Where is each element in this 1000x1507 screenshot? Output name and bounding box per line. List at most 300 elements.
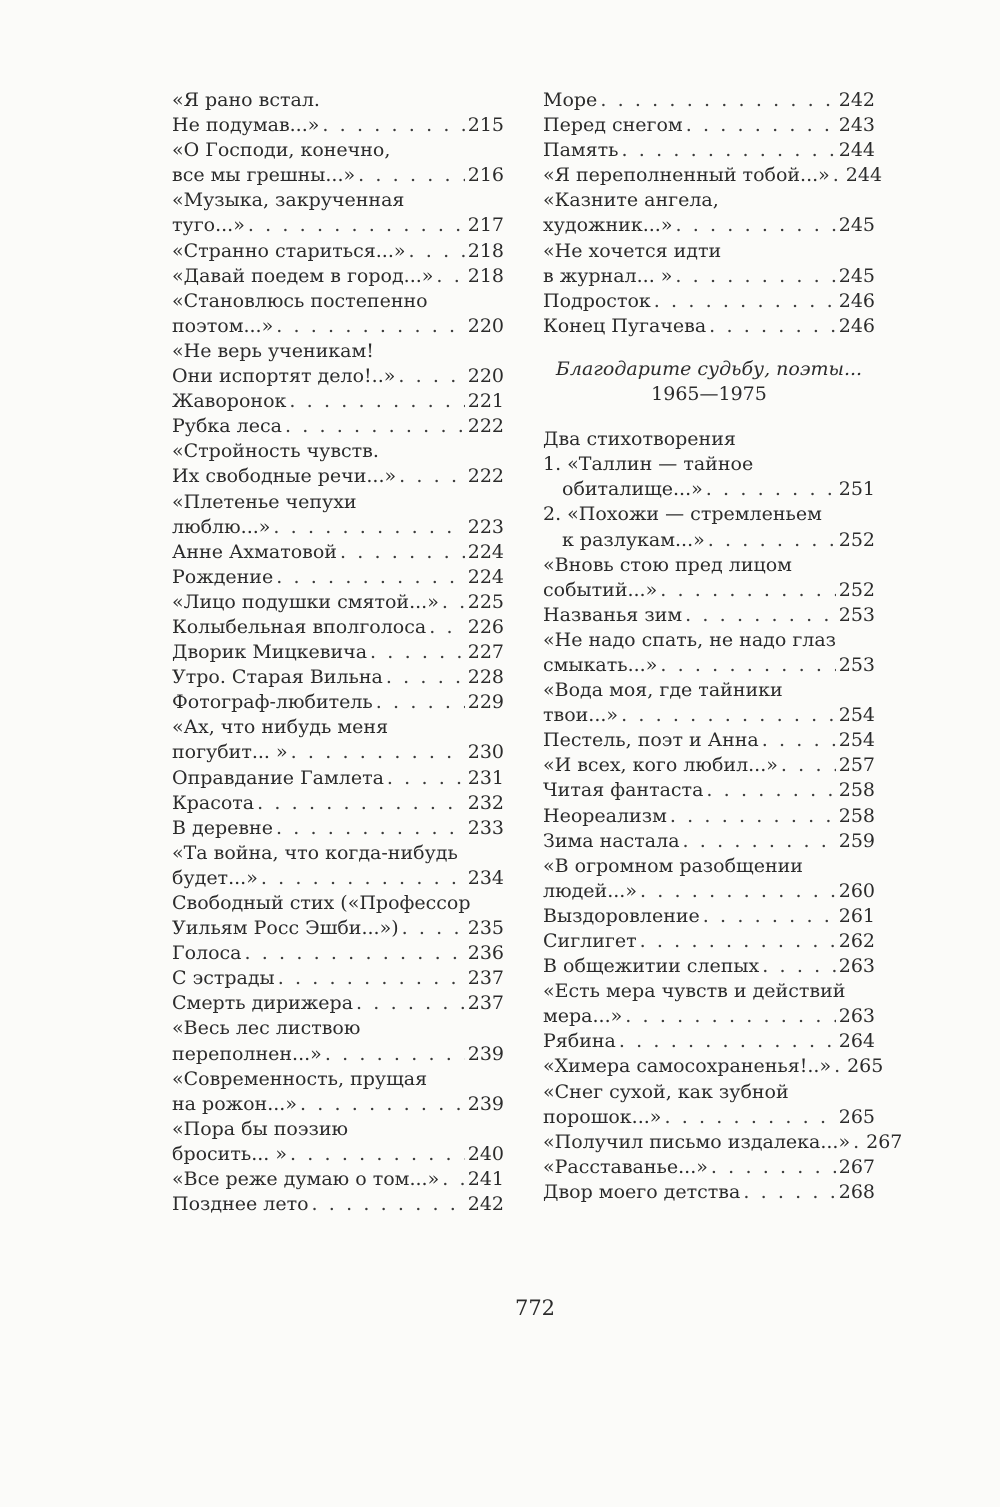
toc-entry-title: будет...» (172, 866, 258, 889)
toc-entry-row (543, 213, 875, 238)
toc-entry-row (172, 464, 504, 489)
toc-entry-title: людей...» (543, 879, 637, 902)
toc-entry-row (543, 1029, 875, 1054)
toc-entry-title-line: 2. «Похожи — стремленьем (543, 503, 822, 526)
toc-entry-row (172, 791, 504, 816)
toc-entry (172, 991, 504, 1016)
toc-entry-title-line: «Вновь стою пред лицом (543, 553, 792, 576)
toc-entry-row (172, 816, 504, 841)
toc-page-number: 263 (838, 955, 875, 978)
toc-entry (172, 841, 504, 891)
toc-page-number: 224 (467, 565, 504, 588)
dot-leader (356, 991, 465, 1016)
toc-entry-title-line: «Музыка, закрученная (172, 189, 405, 212)
dot-leader (245, 941, 465, 966)
toc-entry-row (543, 1004, 875, 1029)
toc-entry-row (543, 163, 883, 188)
toc-page-number: 267 (866, 1130, 903, 1153)
toc-entry-row (172, 941, 504, 966)
dot-leader (834, 1054, 844, 1079)
dot-leader (291, 740, 465, 765)
toc-entry-title: Рубка леса (172, 415, 282, 438)
toc-entry-title: Рябина (543, 1030, 616, 1053)
toc-page-number: 239 (467, 1092, 504, 1115)
toc-page-number: 231 (467, 766, 504, 789)
toc-entry (172, 389, 504, 414)
toc-entry (172, 590, 504, 615)
toc-entry (172, 439, 504, 489)
toc-entry-title: «Получил письмо издалека...» (543, 1130, 851, 1153)
toc-page-number: 261 (838, 904, 875, 927)
dot-leader (762, 728, 836, 753)
toc-page-number: 228 (467, 666, 504, 689)
toc-page-number: 242 (467, 1193, 504, 1216)
toc-entry-title: смыкать...» (543, 653, 658, 676)
toc-page-number: 253 (838, 653, 875, 676)
toc-entry-title-line: «Современность, прущая (172, 1067, 428, 1090)
toc-page-number: 235 (467, 917, 504, 940)
page-number: 772 (514, 1296, 556, 1320)
toc-entry-row (172, 740, 504, 765)
toc-entry-title: обиталище...» (562, 478, 703, 501)
toc-page-number: 267 (838, 1155, 875, 1178)
toc-entry-row (172, 364, 504, 389)
toc-entry (172, 88, 504, 138)
toc-entry-row (172, 515, 504, 540)
toc-entry-title: Уильям Росс Эшби...») (172, 917, 399, 940)
toc-entry-title: Зима настала (543, 829, 680, 852)
dot-leader (358, 163, 465, 188)
toc-entry (172, 766, 504, 791)
toc-entry (543, 854, 875, 904)
toc-entry-title: Фотограф-любитель (172, 691, 373, 714)
dot-leader (685, 603, 836, 628)
toc-entry (543, 427, 875, 452)
toc-entry (172, 490, 504, 540)
toc-entry-title: Красота (172, 791, 255, 814)
dot-leader (621, 703, 836, 728)
toc-page-number: 252 (838, 578, 875, 601)
toc-entry (543, 1180, 875, 1205)
dot-leader (261, 866, 465, 891)
toc-entry (543, 188, 875, 238)
toc-page-number: 243 (838, 114, 875, 137)
dot-leader (312, 1192, 465, 1217)
toc-entry (543, 1130, 903, 1155)
toc-page-number: 245 (838, 264, 875, 287)
toc-entry (172, 565, 504, 590)
toc-entry-title: твои...» (543, 704, 619, 727)
toc-page-number: 233 (467, 816, 504, 839)
toc-entry-row (543, 264, 875, 289)
toc-page-number: 244 (838, 139, 875, 162)
toc-entry-title: Позднее лето (172, 1193, 309, 1216)
dot-leader (660, 578, 836, 603)
toc-entry-row (543, 778, 875, 803)
toc-entry-title: Пестель, поэт и Анна (543, 729, 759, 752)
toc-entry-row (172, 1167, 504, 1192)
toc-page-number: 241 (467, 1168, 504, 1191)
toc-entry-row (543, 578, 875, 603)
toc-entry-title: Колыбельная вполголоса (172, 615, 427, 638)
dot-leader (276, 314, 465, 339)
toc-entry (543, 1029, 875, 1054)
dot-leader (300, 1092, 465, 1117)
toc-entry-row (543, 653, 875, 678)
toc-entry (172, 1192, 504, 1217)
toc-entry-row (543, 314, 875, 339)
toc-entry-title-line: «Вода моя, где тайники (543, 679, 783, 702)
toc-entry-row (172, 314, 504, 339)
toc-entry-title-line: «О Господи, конечно, (172, 139, 391, 162)
toc-entry-title: поэтом...» (172, 314, 274, 337)
toc-entry-row (543, 1054, 884, 1079)
toc-entry-row (543, 1130, 903, 1155)
toc-entry (543, 163, 883, 188)
toc-entry-title: Смерть дирижера (172, 992, 354, 1015)
dot-leader (664, 1105, 835, 1130)
toc-entry (172, 966, 504, 991)
dot-leader (660, 653, 835, 678)
toc-entry-row (543, 904, 875, 929)
toc-entry-title: Неореализм (543, 804, 667, 827)
toc-entry (172, 816, 504, 841)
toc-entry-title: Сиглигет (543, 930, 637, 952)
toc-entry (543, 678, 875, 728)
toc-entry-title: бросить... » (172, 1142, 287, 1165)
dot-leader (429, 615, 465, 640)
toc-entry-row (172, 1092, 504, 1117)
dot-leader (290, 1142, 465, 1167)
dot-leader (376, 690, 465, 715)
toc-left-column (172, 88, 504, 1217)
toc-entry (543, 138, 875, 163)
toc-entry (543, 804, 875, 829)
toc-entry (172, 1067, 504, 1117)
toc-page-number: 221 (467, 390, 504, 413)
toc-entry-title: Анне Ахматовой (172, 540, 337, 563)
toc-entry-row (172, 1042, 504, 1067)
toc-entry-title: Жаворонок (172, 390, 287, 413)
toc-entry-row (172, 916, 504, 941)
dot-leader (853, 1130, 863, 1155)
toc-entry (543, 1080, 875, 1130)
toc-entry-row (543, 138, 875, 163)
toc-page-number: 246 (838, 289, 875, 312)
toc-page-number: 218 (467, 239, 504, 262)
toc-entry-row (543, 88, 875, 113)
toc-entry-title: в журнал... » (543, 264, 673, 287)
dot-leader (683, 829, 836, 854)
toc-page-number: 220 (467, 314, 504, 337)
toc-entry-title-line: «Пора бы поэзию (172, 1117, 349, 1140)
toc-entry-row (543, 804, 875, 829)
toc-page-number: 224 (467, 540, 504, 563)
toc-entry (172, 941, 504, 966)
toc-entry-title: Конец Пугачева (543, 314, 707, 337)
toc-entry-row (543, 728, 875, 753)
toc-page-number: 260 (838, 879, 875, 902)
dot-leader (285, 414, 465, 439)
toc-entry-title: Не подумав...» (172, 114, 320, 137)
toc-page-number: 268 (838, 1180, 875, 1203)
toc-page-number: 259 (838, 829, 875, 852)
toc-entry-row (543, 879, 875, 904)
toc-entry-title: «Расставанье...» (543, 1155, 708, 1178)
dot-leader (781, 753, 836, 778)
toc-entry (543, 1054, 884, 1079)
toc-entry-title-line: «Я рано встал. (172, 89, 320, 111)
dot-leader (278, 966, 465, 991)
toc-entry-row (543, 113, 875, 138)
toc-entry-row (172, 766, 504, 791)
toc-entry (543, 88, 875, 113)
toc-entry (543, 778, 875, 803)
toc-entry (543, 113, 875, 138)
dot-leader (387, 766, 465, 791)
toc-entry-row (172, 540, 504, 565)
toc-entry-row (543, 289, 875, 314)
dot-leader (436, 264, 464, 289)
toc-entry-title: С эстрады (172, 967, 275, 990)
toc-page-number: 230 (467, 741, 504, 764)
toc-page-number: 227 (467, 641, 504, 664)
section-years: 1965—1975 (651, 383, 767, 406)
toc-page-number: 237 (467, 992, 504, 1015)
toc-entry-row (172, 113, 504, 138)
dot-leader (248, 213, 465, 238)
dot-leader (675, 264, 835, 289)
toc-entry-row (543, 829, 875, 854)
dot-leader (711, 1155, 836, 1180)
toc-page-number: 252 (838, 528, 875, 551)
toc-entry-title: туго...» (172, 214, 245, 237)
toc-entry-row (543, 1105, 875, 1130)
toc-page-number: 234 (467, 866, 504, 889)
toc-page-number: 236 (467, 942, 504, 965)
toc-entry-title-line: «Не надо спать, не надо глаз (543, 628, 837, 651)
dot-leader (640, 879, 836, 904)
toc-entry-row (172, 615, 504, 640)
dot-leader (625, 1004, 835, 1029)
dot-leader (640, 929, 836, 954)
dot-leader (442, 1167, 465, 1192)
toc-entry-title-line: «Казните ангела, (543, 189, 719, 212)
toc-page-number: 218 (467, 264, 504, 287)
toc-entry-title: Читая фантаста (543, 779, 704, 802)
dot-leader (257, 791, 465, 816)
dot-leader (370, 640, 465, 665)
toc-entry-row (172, 414, 504, 439)
toc-page-number: 225 (467, 590, 504, 613)
toc-entry-row (543, 528, 875, 553)
dot-leader (399, 464, 465, 489)
toc-entry (543, 452, 875, 502)
toc-entry-title: Перед снегом (543, 114, 683, 137)
toc-entry-title: В деревне (172, 816, 273, 839)
dot-leader (743, 1180, 835, 1205)
toc-entry-row (543, 1180, 875, 1205)
toc-entry-row (543, 954, 875, 979)
toc-page-number: 239 (467, 1042, 504, 1065)
toc-entry-title: Оправдание Гамлета (172, 766, 384, 789)
toc-page-number: 215 (467, 114, 504, 137)
toc-entry-row (543, 753, 875, 778)
dot-leader (322, 113, 464, 138)
toc-entry (172, 1117, 504, 1167)
dot-leader (706, 477, 836, 502)
dot-leader (325, 1042, 465, 1067)
toc-entry-title-line: «Есть мера чувств и действий (543, 980, 846, 1003)
toc-entry-title: «Странно стариться...» (172, 239, 406, 262)
toc-page-number: 229 (467, 691, 504, 714)
toc-entry-row (172, 1192, 504, 1217)
toc-page-number: 237 (467, 967, 504, 990)
toc-entry-row (172, 213, 504, 238)
toc-entry (543, 628, 875, 678)
toc-page-number: 232 (467, 791, 504, 814)
dot-leader (273, 515, 464, 540)
toc-page-number: 251 (838, 478, 875, 501)
toc-entry (543, 979, 875, 1029)
toc-entry (543, 1155, 875, 1180)
toc-page-number: 254 (838, 704, 875, 727)
toc-entry-title: «Химера самосохраненья!..» (543, 1055, 832, 1078)
toc-entry (172, 665, 504, 690)
toc-entry-row (172, 640, 504, 665)
dot-leader (398, 364, 464, 389)
toc-page-number: 257 (838, 754, 875, 777)
toc-page-number: 223 (467, 515, 504, 538)
toc-entry-title-line: Два стихотворения (543, 428, 736, 451)
toc-entry-row (543, 477, 875, 502)
toc-entry-row (172, 389, 504, 414)
toc-entry-row (172, 665, 504, 690)
toc-entry (543, 314, 875, 339)
section-title: Благодарите судьбу, поэты... (555, 357, 863, 380)
dot-leader (619, 1029, 836, 1054)
toc-entry (172, 188, 504, 238)
toc-entry-title: «Все реже думаю о том...» (172, 1168, 440, 1191)
toc-entry-title: мера...» (543, 1005, 623, 1028)
toc-page-number: 226 (467, 615, 504, 638)
toc-entry-row (543, 1155, 875, 1180)
toc-entry-title: «Давай поедем в город...» (172, 264, 434, 287)
dot-leader (600, 88, 835, 113)
toc-entry-title: «Я переполненный тобой...» (543, 164, 830, 187)
toc-page-number: 220 (467, 365, 504, 388)
dot-leader (402, 916, 465, 941)
toc-entry (543, 553, 875, 603)
toc-page-number: 244 (845, 164, 883, 187)
toc-page-number: 263 (838, 1005, 875, 1028)
toc-entry-row (172, 590, 504, 615)
toc-entry (172, 239, 504, 264)
toc-entry-title: Названья зим (543, 603, 683, 626)
toc-entry (543, 603, 875, 628)
dot-leader (686, 113, 836, 138)
toc-entry (543, 904, 875, 929)
toc-entry-title-line: «В огромном разобщении (543, 854, 803, 877)
toc-right-column (543, 88, 903, 1205)
toc-entry (172, 640, 504, 665)
toc-entry (172, 1167, 504, 1192)
toc-right-bottom-entries (543, 427, 903, 1205)
toc-entry (543, 502, 875, 552)
toc-page-number: 253 (838, 603, 875, 626)
toc-entry-title-line: «Не хочется идти (543, 239, 722, 262)
toc-entry-row (172, 264, 504, 289)
dot-leader (289, 389, 464, 414)
toc-page-number: 245 (838, 214, 875, 237)
toc-entry-title-line: «Плетенье чепухи (172, 490, 357, 513)
toc-entry-title: событий...» (543, 578, 658, 601)
dot-leader (709, 314, 836, 339)
toc-entry-title-line: «Не верь ученикам! (172, 339, 374, 362)
toc-entry-title-line: Свободный стих («Профессор (172, 892, 471, 914)
dot-leader (622, 138, 836, 163)
toc-entry-title: художник...» (543, 214, 673, 237)
dot-leader (833, 163, 843, 188)
toc-entry (172, 690, 504, 715)
toc-entry-title: Они испортят дело!..» (172, 365, 396, 388)
toc-page-number: 254 (838, 729, 875, 752)
toc-entry-title-line: «Та война, что когда-нибудь (172, 841, 458, 864)
toc-page-number: 258 (838, 779, 875, 802)
toc-entry (172, 715, 504, 765)
toc-entry-title: Двор моего детства (543, 1180, 741, 1203)
toc-entry-title: Утро. Старая Вильна (172, 666, 383, 689)
toc-entry-title: Память (543, 139, 619, 162)
toc-entry-row (172, 991, 504, 1016)
toc-page-number: 265 (847, 1055, 884, 1078)
toc-entry-row (172, 565, 504, 590)
toc-entry (172, 339, 504, 389)
toc-entry-title-line: «Стройность чувств. (172, 440, 379, 463)
toc-page-number: 242 (838, 89, 875, 111)
dot-leader (386, 665, 465, 690)
toc-entry-title: все мы грешны...» (172, 164, 356, 187)
toc-entry-row (543, 603, 875, 628)
toc-entry (172, 891, 504, 941)
toc-entry-title: на рожон...» (172, 1092, 297, 1115)
toc-right-top-entries (543, 88, 883, 339)
toc-page-number: 217 (467, 214, 504, 237)
toc-entry-title: Их свободные речи...» (172, 465, 397, 488)
dot-leader (703, 904, 836, 929)
toc-entry-title: Море (543, 89, 598, 111)
toc-page-number: 264 (838, 1030, 875, 1053)
toc-entry-title: люблю...» (172, 515, 271, 538)
toc-entry-title: Рождение (172, 565, 274, 588)
toc-entry (172, 1016, 504, 1066)
toc-page-number: 246 (838, 314, 875, 337)
toc-entry (543, 728, 875, 753)
toc-entry-row (172, 239, 504, 264)
toc-entry (172, 264, 504, 289)
toc-entry (543, 954, 875, 979)
toc-entry-row (543, 929, 875, 954)
toc-entry-title: Голоса (172, 942, 242, 965)
toc-entry (172, 138, 504, 188)
toc-entry-title: «И всех, кого любил...» (543, 754, 778, 777)
toc-entry-row (172, 966, 504, 991)
toc-page-number: 222 (467, 465, 504, 488)
dot-leader (276, 816, 465, 841)
toc-entry-title-line: «Снег сухой, как зубной (543, 1080, 789, 1103)
toc-entry (543, 289, 875, 314)
toc-entry-title: порошок...» (543, 1105, 662, 1128)
